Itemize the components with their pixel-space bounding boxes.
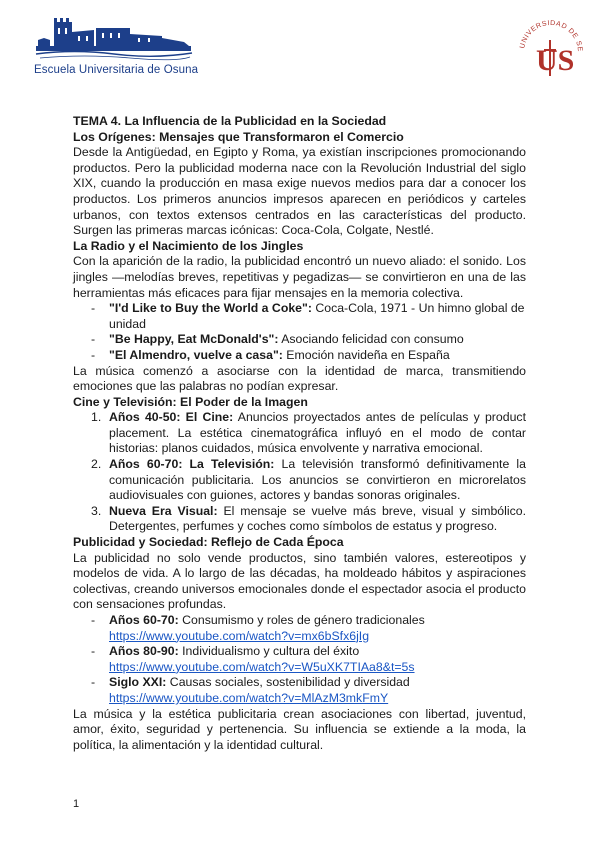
seal-icon bbox=[516, 10, 586, 82]
document-title: TEMA 4. La Influencia de la Publicidad en la Sociedad bbox=[73, 114, 387, 128]
youtube-link[interactable]: https://www.youtube.com/watch?v=MlAzM3mkFmY bbox=[109, 690, 389, 705]
list-item bbox=[91, 410, 526, 457]
item-label: "El Almendro, vuelve a casa": bbox=[109, 347, 283, 362]
item-text: Causas sociales, sostenibilidad y diversidad bbox=[166, 675, 410, 690]
osuna-logo bbox=[34, 16, 199, 82]
list-item: - "I'd Like to Buy the World a Coke": Coca-Cola, 1971 - Un himno global de unidad bbox=[91, 301, 525, 331]
page-number: 1 bbox=[73, 798, 80, 810]
paragraph-society: La publicidad no solo vende productos, sino también valores, estereotipos y modelos de vida. A lo largo de las décadas, ha moldeado hábitos y aspiraciones colectivas, creando universos emocionales donde el espectador asocia el producto con sensaciones profundas. bbox=[73, 550, 526, 612]
section-heading-cinema: Cine y Televisión: El Poder de la Imagen bbox=[73, 394, 308, 409]
page-header bbox=[0, 0, 600, 95]
youtube-link[interactable]: https://www.youtube.com/watch?v=W5uXK7TIAa8&t=5s bbox=[109, 659, 415, 674]
list-item: - Siglo XXI: Causas sociales, sostenibilidad y diversidad https://www.youtube.com/watch?v=MlAzM3mkFmY bbox=[91, 675, 410, 705]
item-label: "Be Happy, Eat McDonald's": bbox=[109, 332, 279, 347]
paragraph-society-closing: La música y la estética publicitaria crean asociaciones con libertad, juventud, amor, éxito, seguridad y pertenencia. Su influencia se extiende a la moda, la política, la alimentación y la identidad cultural. bbox=[73, 706, 526, 752]
item-text: Asociando felicidad con consumo bbox=[278, 332, 464, 347]
seal-text: UNIVERSIDAD DE SE bbox=[519, 19, 584, 53]
item-label: Siglo XXI: bbox=[109, 675, 167, 690]
list-item bbox=[91, 457, 527, 504]
section-heading-radio: La Radio y el Nacimiento de los Jingles bbox=[73, 238, 304, 253]
eras-list bbox=[91, 613, 526, 707]
section-heading-origins: Los Orígenes: Mensajes que Transformaron el Comercio bbox=[73, 129, 404, 144]
seal-initials: US bbox=[536, 44, 575, 77]
item-text: Individualismo y cultura del éxito bbox=[178, 644, 360, 659]
item-text: El mensaje se vuelve más breve, visual y simbólico. Detergentes, perfumes y coches como símbolos de estatus y progreso. bbox=[109, 503, 527, 534]
item-number: 3. bbox=[91, 503, 102, 518]
list-item: - "El Almendro, vuelve a casa": Emoción navideña en España bbox=[91, 347, 450, 362]
university-seal bbox=[516, 10, 586, 82]
item-label: Años 40-50: El Cine: bbox=[109, 410, 234, 425]
document-body bbox=[73, 114, 526, 753]
section-heading-society: Publicidad y Sociedad: Reflejo de Cada Época bbox=[73, 535, 344, 550]
item-label: Años 60-70: La Televisión: bbox=[109, 457, 275, 472]
item-label: Nueva Era Visual: bbox=[109, 503, 218, 518]
item-label: Años 60-70: bbox=[109, 613, 179, 627]
paragraph-origins: Desde la Antigüedad, en Egipto y Roma, ya existían inscripciones promocionando productos. Pero la publicidad moderna nace con la Revolución Industrial del siglo XIX, cuando la producción en masa exige nuevos medios para dar a conocer los productos. Los primeros anuncios impresos aparecen en periódicos y carteles urbanos, con textos extensos centrados en las características del producto. Surgen las primeras marcas icónicas: Coca-Cola, Colgate, Nestlé. bbox=[73, 145, 526, 238]
item-label: "I'd Like to Buy the World a Coke": bbox=[109, 301, 312, 316]
cinema-list bbox=[91, 410, 527, 535]
list-item: - Años 80-90: Individualismo y cultura del éxito https://www.youtube.com/watch?v=W5uXK7TIAa8&t=5s bbox=[91, 644, 415, 674]
item-text: Emoción navideña en España bbox=[282, 347, 450, 362]
paragraph-radio-closing: La música comenzó a asociarse con la identidad de marca, transmitiendo emociones que las palabras no podían expresar. bbox=[73, 363, 526, 394]
item-text: La televisión transformó definitivamente la comunicación publicitaria. Los anuncios se convirtieron en microrelatos audiovisuales con guiones, actores y bandas sonoras originales. bbox=[109, 457, 527, 503]
list-item: - Años 60-70: Consumismo y roles de género tradicionales https://www.youtube.com/watch?v=mx6bSfx6jIg bbox=[91, 613, 425, 643]
item-number: 2. bbox=[91, 457, 102, 472]
item-text: Consumismo y roles de género tradicionales bbox=[178, 613, 425, 627]
item-text: Coca-Cola, 1971 - Un himno global de unidad bbox=[109, 301, 525, 331]
list-item: - "Be Happy, Eat McDonald's": Asociando felicidad con consumo bbox=[91, 332, 464, 347]
item-text: Anuncios proyectados antes de películas y product placement. La estética cinematográfica influyó en el modo de contar historias: planos cuidados, música envolvente y narrativa emocional. bbox=[109, 410, 526, 456]
paragraph-radio: Con la aparición de la radio, la publicidad encontró un nuevo aliado: el sonido. Los jingles —melodías breves, repetitivas y pegadizas— se convirtieron en una de las herramientas más eficaces para fijar mensajes en la memoria colectiva. bbox=[73, 254, 526, 300]
institution-caption: Escuela Universitaria de Osuna bbox=[34, 64, 199, 76]
item-number: 1. bbox=[91, 410, 102, 425]
youtube-link[interactable]: https://www.youtube.com/watch?v=mx6bSfx6jIg bbox=[109, 628, 370, 643]
jingles-list bbox=[91, 301, 526, 363]
list-item bbox=[91, 503, 527, 535]
castle-icon bbox=[34, 16, 194, 64]
item-label: Años 80-90: bbox=[109, 644, 179, 659]
